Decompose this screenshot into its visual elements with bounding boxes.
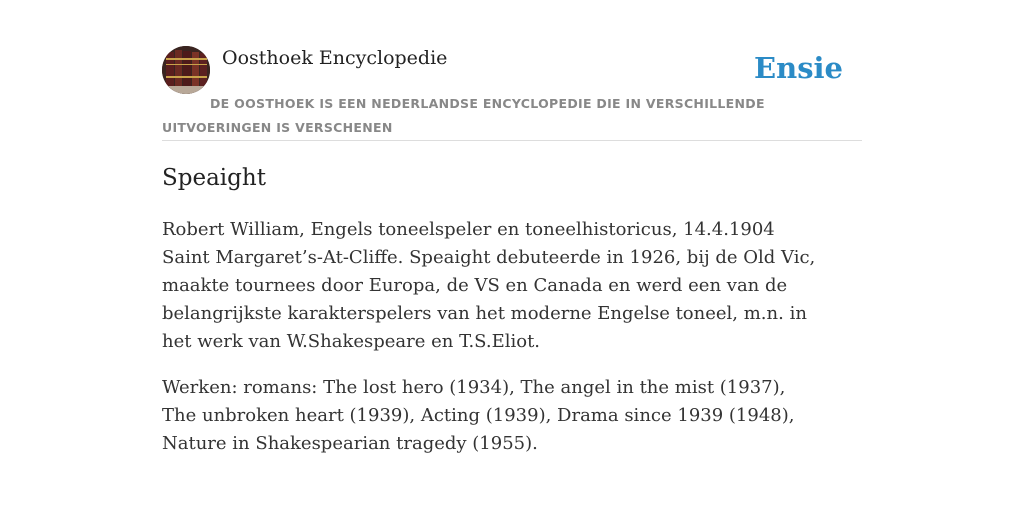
site-avatar[interactable] — [162, 46, 210, 94]
book-spines-icon — [162, 46, 210, 94]
site-tagline: DE OOSTHOEK IS EEN NEDERLANDSE ENCYCLOPEDIE DIE IN VERSCHILLENDE UITVOERINGEN IS VERSCHENEN — [162, 96, 765, 135]
site-header — [162, 46, 862, 141]
article-paragraph-1: Robert William, Engels toneelspeler en toneelhistoricus, 14.4.1904 Saint Margaret’s-At-Cliffe. Speaight debuteerde in 1926, bij de Old Vic, maakte tournees door Europa, de VS en Canada en werd een van de belangrijkste karakterspelers van het moderne Engelse toneel, m.n. in het werk van W.Shakespeare en T.S.Eliot. — [162, 219, 816, 352]
brand-logo-link[interactable]: Ensie — [754, 51, 843, 85]
site-title[interactable]: Oosthoek Encyclopedie — [222, 47, 448, 69]
article-paragraph-2: Werken: romans: The lost hero (1934), The angel in the mist (1937), The unbroken heart (1939), Acting (1939), Drama since 1939 (1948), Nature in Shakespearian tragedy (1955). — [162, 377, 795, 454]
article — [162, 160, 822, 458]
article-title: Speaight — [162, 165, 266, 191]
